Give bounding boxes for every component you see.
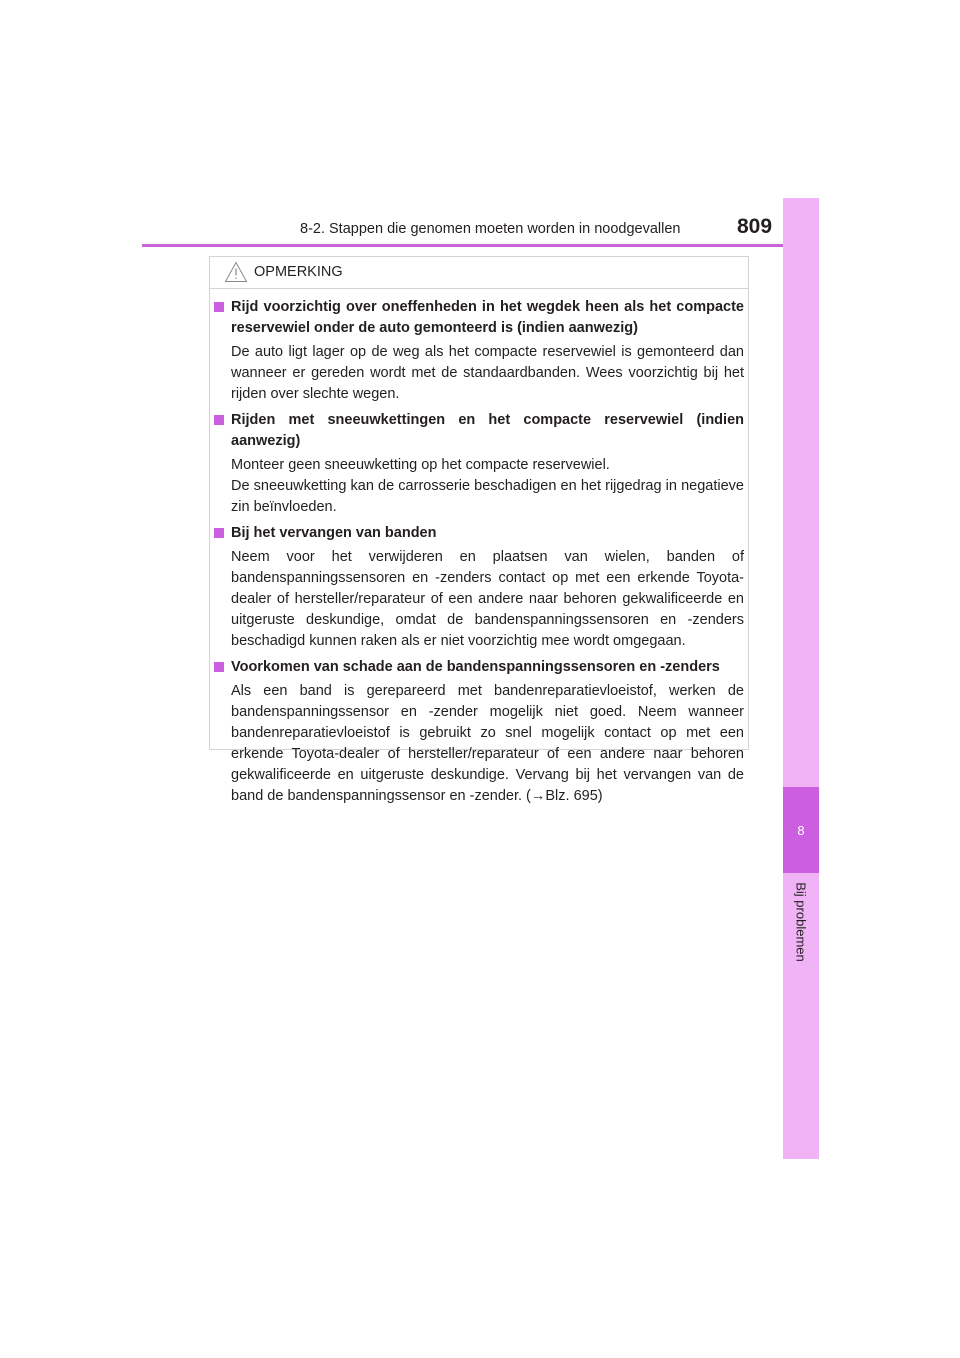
notice-item-title: Rijden met sneeuwkettingen en het compacte reservewiel (indien aanwezig) — [231, 412, 744, 449]
notice-heading: OPMERKING — [254, 264, 343, 280]
notice-item-text: De sneeuwketting kan de carrosserie beschadigen en het rijgedrag in negatieve zin beïnvloeden. — [231, 478, 744, 515]
notice-header — [210, 257, 748, 289]
notice-item-text: De auto ligt lager op de weg als het compacte reservewiel is gemonteerd dan wanneer er gereden wordt met de standaardbanden. Wees voorzichtig bij het rijden over slechte wegen. — [231, 344, 744, 402]
notice-body — [214, 297, 744, 807]
chapter-side-tab — [783, 198, 819, 1159]
chapter-number-badge — [783, 787, 819, 873]
notice-box — [209, 256, 749, 804]
notice-item — [214, 297, 744, 405]
notice-item-text: Als een band is gerepareerd met bandenreparatievloeistof, werken de bandenspanningssensor en -zender mogelijk niet goed. Neem wanneer bandenreparatievloeistof is gebruikt zo snel mogelijk contact op met een erkende Toyota-dealer of hersteller/reparateur of een andere naar behoren gekwalificeerde en uitgeruste deskundige. Vervang bij het vervangen van de band de bandenspanningssensor en -zender. (→Blz. 695) — [231, 683, 744, 804]
header-divider — [142, 244, 818, 247]
bullet-square-icon — [214, 662, 224, 672]
chapter-number: 8 — [797, 822, 805, 838]
notice-item-text: Neem voor het verwijderen en plaatsen van wielen, banden of bandenspanningssensoren en -zenders contact op met een erkende Toyota-dealer of hersteller/reparateur of een andere naar behoren gekwalificeerde en uitgeruste deskundige, omdat de bandenspanningssensoren en -zenders beschadigd kunnen raken als er niet voorzichtig mee wordt omgegaan. — [231, 549, 744, 649]
warning-triangle-icon — [224, 261, 248, 283]
bullet-square-icon — [214, 415, 224, 425]
notice-item — [214, 657, 744, 807]
notice-item — [214, 523, 744, 652]
bullet-square-icon — [214, 302, 224, 312]
notice-item-title: Rijd voorzichtig over oneffenheden in het wegdek heen als het compacte reservewiel onder de auto gemonteerd is (indien aanwezig) — [231, 299, 744, 336]
bullet-square-icon — [214, 528, 224, 538]
section-title: 8-2. Stappen die genomen moeten worden in noodgevallen — [300, 221, 681, 237]
chapter-label: Bij problemen — [793, 882, 809, 962]
notice-item — [214, 410, 744, 518]
notice-item-text: Monteer geen sneeuwketting op het compacte reservewiel. — [231, 457, 610, 473]
page-number: 809 — [737, 215, 773, 238]
notice-item-title: Bij het vervangen van banden — [231, 525, 437, 541]
notice-item-title: Voorkomen van schade aan de bandenspanningssensoren en -zenders — [231, 659, 720, 675]
